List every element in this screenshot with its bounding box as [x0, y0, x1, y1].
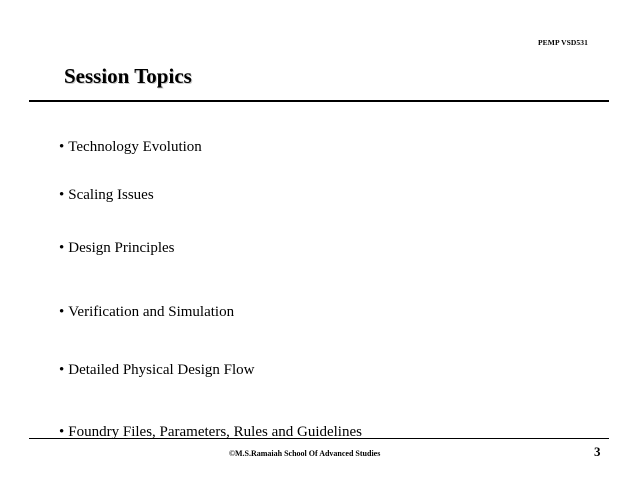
course-code: PEMP VSD531 — [538, 38, 588, 47]
topic-label: Verification and Simulation — [68, 304, 235, 320]
bullet: • — [59, 187, 65, 203]
topic-item — [59, 139, 202, 156]
bullet: • — [59, 304, 65, 320]
topic-label: Foundry Files, Parameters, Rules and Guidelines — [68, 424, 362, 440]
topic-label: Detailed Physical Design Flow — [68, 362, 255, 378]
topic-label: Technology Evolution — [68, 139, 202, 155]
page-number: 3 — [594, 444, 601, 459]
topic-label: Design Principles — [68, 240, 175, 256]
bullet: • — [59, 139, 65, 155]
bullet: • — [59, 424, 65, 440]
footer-divider — [29, 438, 609, 439]
bullet: • — [59, 240, 65, 256]
topic-label: Scaling Issues — [68, 187, 154, 203]
bullet: • — [59, 362, 65, 378]
topic-item — [59, 304, 234, 321]
topic-item — [59, 240, 175, 257]
topic-item — [59, 187, 154, 204]
topic-item — [59, 362, 255, 379]
title-divider — [29, 100, 609, 102]
copyright-text: ©M.S.Ramaiah School Of Advanced Studies — [229, 449, 381, 458]
slide-title: Session Topics — [64, 64, 192, 88]
